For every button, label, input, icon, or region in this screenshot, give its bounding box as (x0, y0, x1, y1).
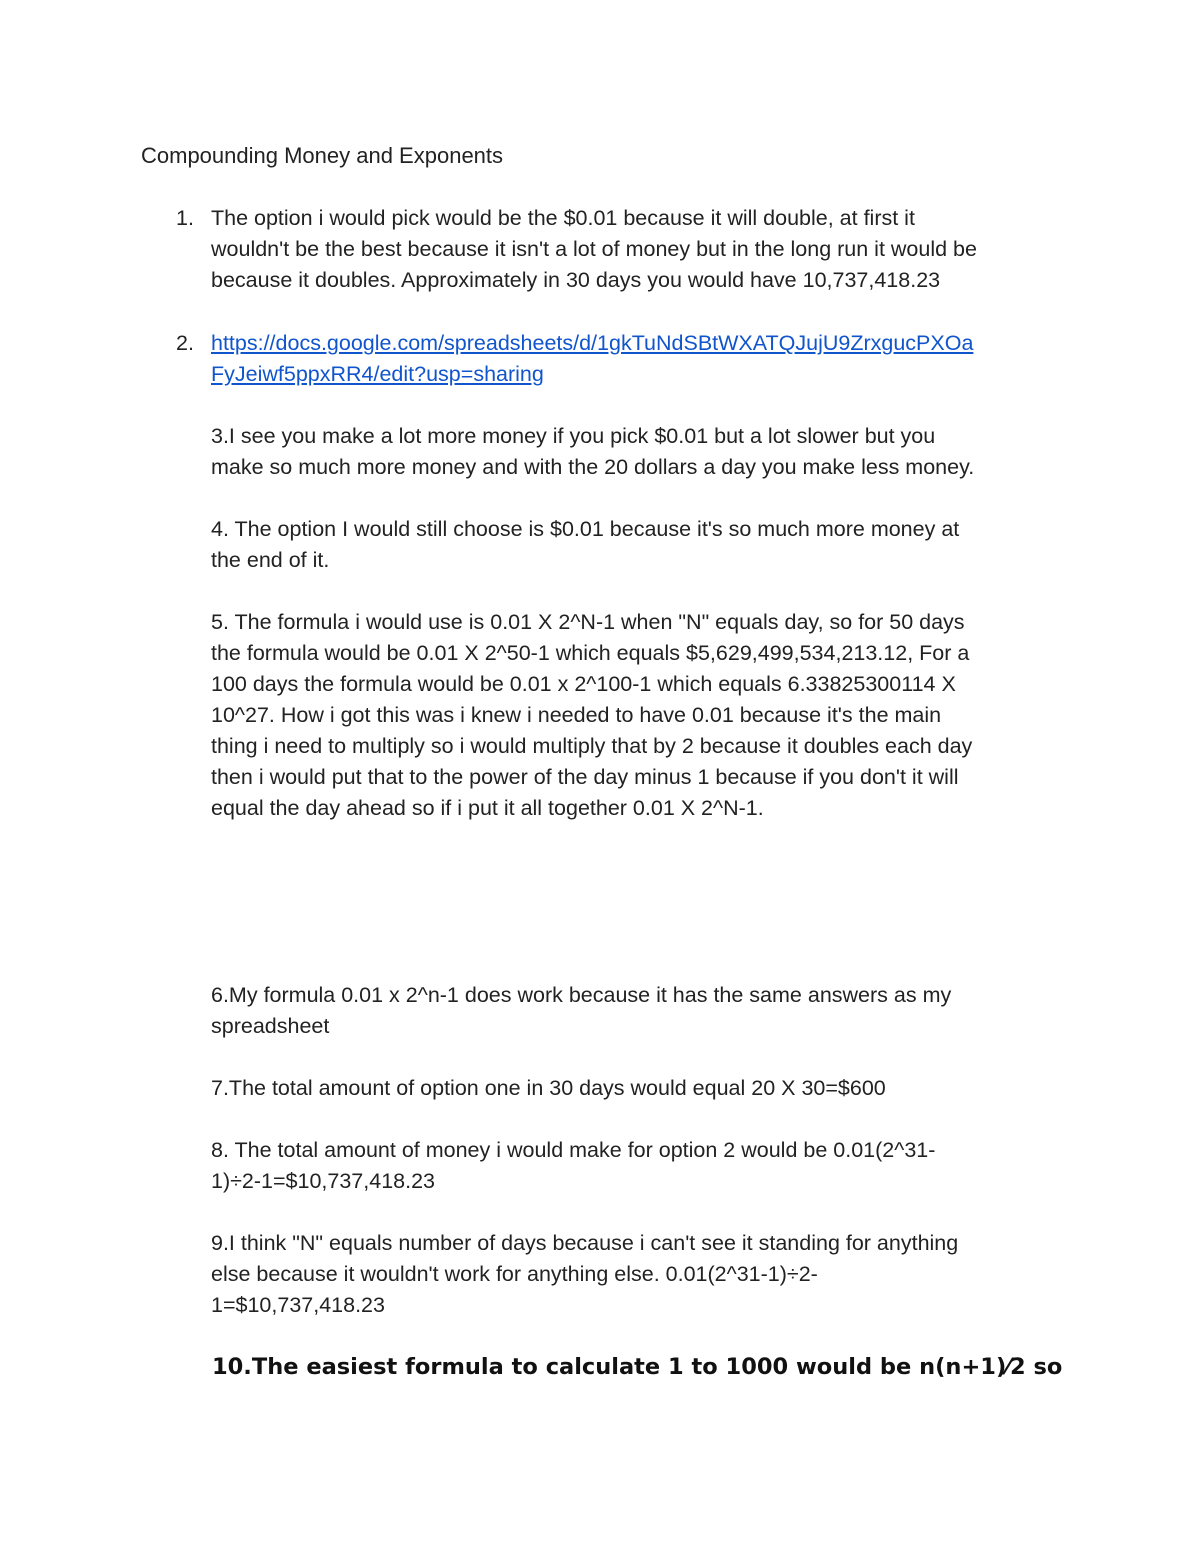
spreadsheet-link[interactable]: https://docs.google.com/spreadsheets/d/1gkTuNdSBtWXATQJujU9ZrxgucPXOa (211, 331, 974, 355)
answer-5-line: 10^27. How i got this was i knew i needed to have 0.01 because it's the main (211, 703, 942, 727)
answer-4-line: 4. The option I would still choose is $0.01 because it's so much more money at (211, 517, 960, 541)
document-title: Compounding Money and Exponents (141, 143, 504, 168)
answer-5-line: 100 days the formula would be 0.01 x 2^100-1 which equals 6.33825300114 X (211, 672, 956, 696)
answer-5-line: the formula would be 0.01 X 2^50-1 which equals $5,629,499,534,213.12, For a (211, 641, 970, 665)
answer-5-line: equal the day ahead so if i put it all together 0.01 X 2^N-1. (211, 796, 764, 820)
answer-8-line: 8. The total amount of money i would make for option 2 would be 0.01(2^31- (211, 1138, 936, 1162)
answer-6-line: 6.My formula 0.01 x 2^n-1 does work because it has the same answers as my (211, 983, 952, 1007)
answer-9-line: 1=$10,737,418.23 (211, 1293, 385, 1317)
answer-4-paragraph (211, 514, 1061, 576)
answer-9-line: 9.I think "N" equals number of days because i can't see it standing for anything (211, 1231, 959, 1255)
answer-3-paragraph (211, 421, 1061, 483)
answer-5-line: then i would put that to the power of the day minus 1 because if you don't it will (211, 765, 959, 789)
answer-8-paragraph (211, 1135, 1061, 1197)
answer-3-line: 3.I see you make a lot more money if you pick $0.01 but a lot slower but you (211, 424, 936, 448)
answer-1-line: wouldn't be the best because it isn't a lot of money but in the long run it would be (211, 237, 977, 261)
answer-1-line: because it doubles. Approximately in 30 days you would have 10,737,418.23 (211, 268, 941, 292)
answer-5-line: thing i need to multiply so i would multiply that by 2 because it doubles each day (211, 734, 973, 758)
answer-6-paragraph (211, 980, 1061, 1042)
answer-10-paragraph: 10.The easiest formula to calculate 1 to 1000 would be n(n+1)⁄2 so (212, 1354, 1063, 1380)
answer-1-line: The option i would pick would be the $0.01 because it will double, at first it (211, 206, 915, 230)
answer-8-line: 1)÷2-1=$10,737,418.23 (211, 1169, 435, 1193)
answer-6-line: spreadsheet (211, 1014, 330, 1038)
answer-9-paragraph (211, 1228, 1061, 1321)
list-number-1: 1. (176, 206, 194, 230)
spreadsheet-link[interactable]: FyJeiwf5ppxRR4/edit?usp=sharing (211, 362, 544, 386)
answer-4-line: the end of it. (211, 548, 330, 572)
spreadsheet-link-paragraph (211, 328, 1061, 390)
answer-1-paragraph (211, 203, 1061, 296)
answer-7-line: 7.The total amount of option one in 30 days would equal 20 X 30=$600 (211, 1076, 886, 1100)
answer-5-paragraph (211, 607, 1061, 824)
answer-7-paragraph (211, 1073, 1061, 1104)
list-number-2: 2. (176, 331, 194, 355)
answer-5-line: 5. The formula i would use is 0.01 X 2^N-1 when "N" equals day, so for 50 days (211, 610, 965, 634)
answer-9-line: else because it wouldn't work for anything else. 0.01(2^31-1)÷2- (211, 1262, 818, 1286)
answer-3-line: make so much more money and with the 20 dollars a day you make less money. (211, 455, 975, 479)
